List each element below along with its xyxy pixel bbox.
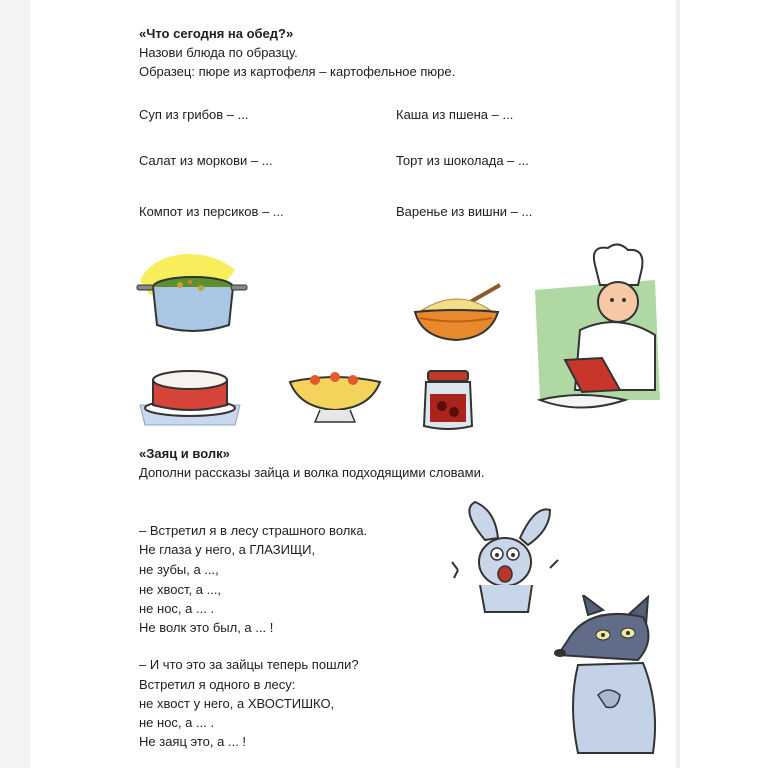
exercise-item: Компот из персиков – ... bbox=[139, 204, 284, 219]
wolf-story-line: не нос, а ... . bbox=[139, 715, 215, 730]
salad-bowl-icon bbox=[285, 360, 385, 425]
page-edge bbox=[676, 0, 680, 768]
section1-example: Образец: пюре из картофеля – картофельное пюре. bbox=[139, 64, 456, 79]
cake-icon bbox=[135, 360, 245, 430]
wolf-story-line: Не заяц это, а ... ! bbox=[139, 734, 247, 749]
hare-story-line: – Встретил я в лесу страшного волка. bbox=[139, 523, 368, 538]
porridge-bowl-icon bbox=[410, 280, 505, 350]
hare-story-line: не хвост, а ..., bbox=[139, 582, 222, 597]
section2-instruction: Дополни рассказы зайца и волка подходящими словами. bbox=[139, 465, 485, 480]
hare-story-line: не зубы, а ..., bbox=[139, 562, 219, 577]
hare-story-line: не нос, а ... . bbox=[139, 601, 215, 616]
exercise-item: Суп из грибов – ... bbox=[139, 107, 249, 122]
chef-icon bbox=[520, 240, 665, 420]
hare-story-line: Не глаза у него, а ГЛАЗИЩИ, bbox=[139, 542, 316, 557]
exercise-item: Торт из шоколада – ... bbox=[396, 153, 529, 168]
wolf-story-line: не хвост у него, а ХВОСТИШКО, bbox=[139, 696, 335, 711]
page-margin-strip bbox=[0, 0, 30, 768]
exercise-item: Каша из пшена – ... bbox=[396, 107, 514, 122]
section2-title: «Заяц и волк» bbox=[139, 446, 230, 461]
wolf-story-line: – И что это за зайцы теперь пошли? bbox=[139, 657, 359, 672]
wolf-story-line: Встретил я одного в лесу: bbox=[139, 677, 296, 692]
wolf-icon bbox=[548, 595, 663, 755]
hare-story-line: Не волк это был, а ... ! bbox=[139, 620, 274, 635]
hare-icon bbox=[450, 500, 560, 615]
exercise-item: Салат из моркови – ... bbox=[139, 153, 273, 168]
section1-title: «Что сегодня на обед?» bbox=[139, 26, 294, 41]
jam-jar-icon bbox=[418, 368, 478, 433]
section1-instruction: Назови блюда по образцу. bbox=[139, 45, 298, 60]
soup-pot-icon bbox=[135, 245, 250, 345]
exercise-item: Варенье из вишни – ... bbox=[396, 204, 533, 219]
